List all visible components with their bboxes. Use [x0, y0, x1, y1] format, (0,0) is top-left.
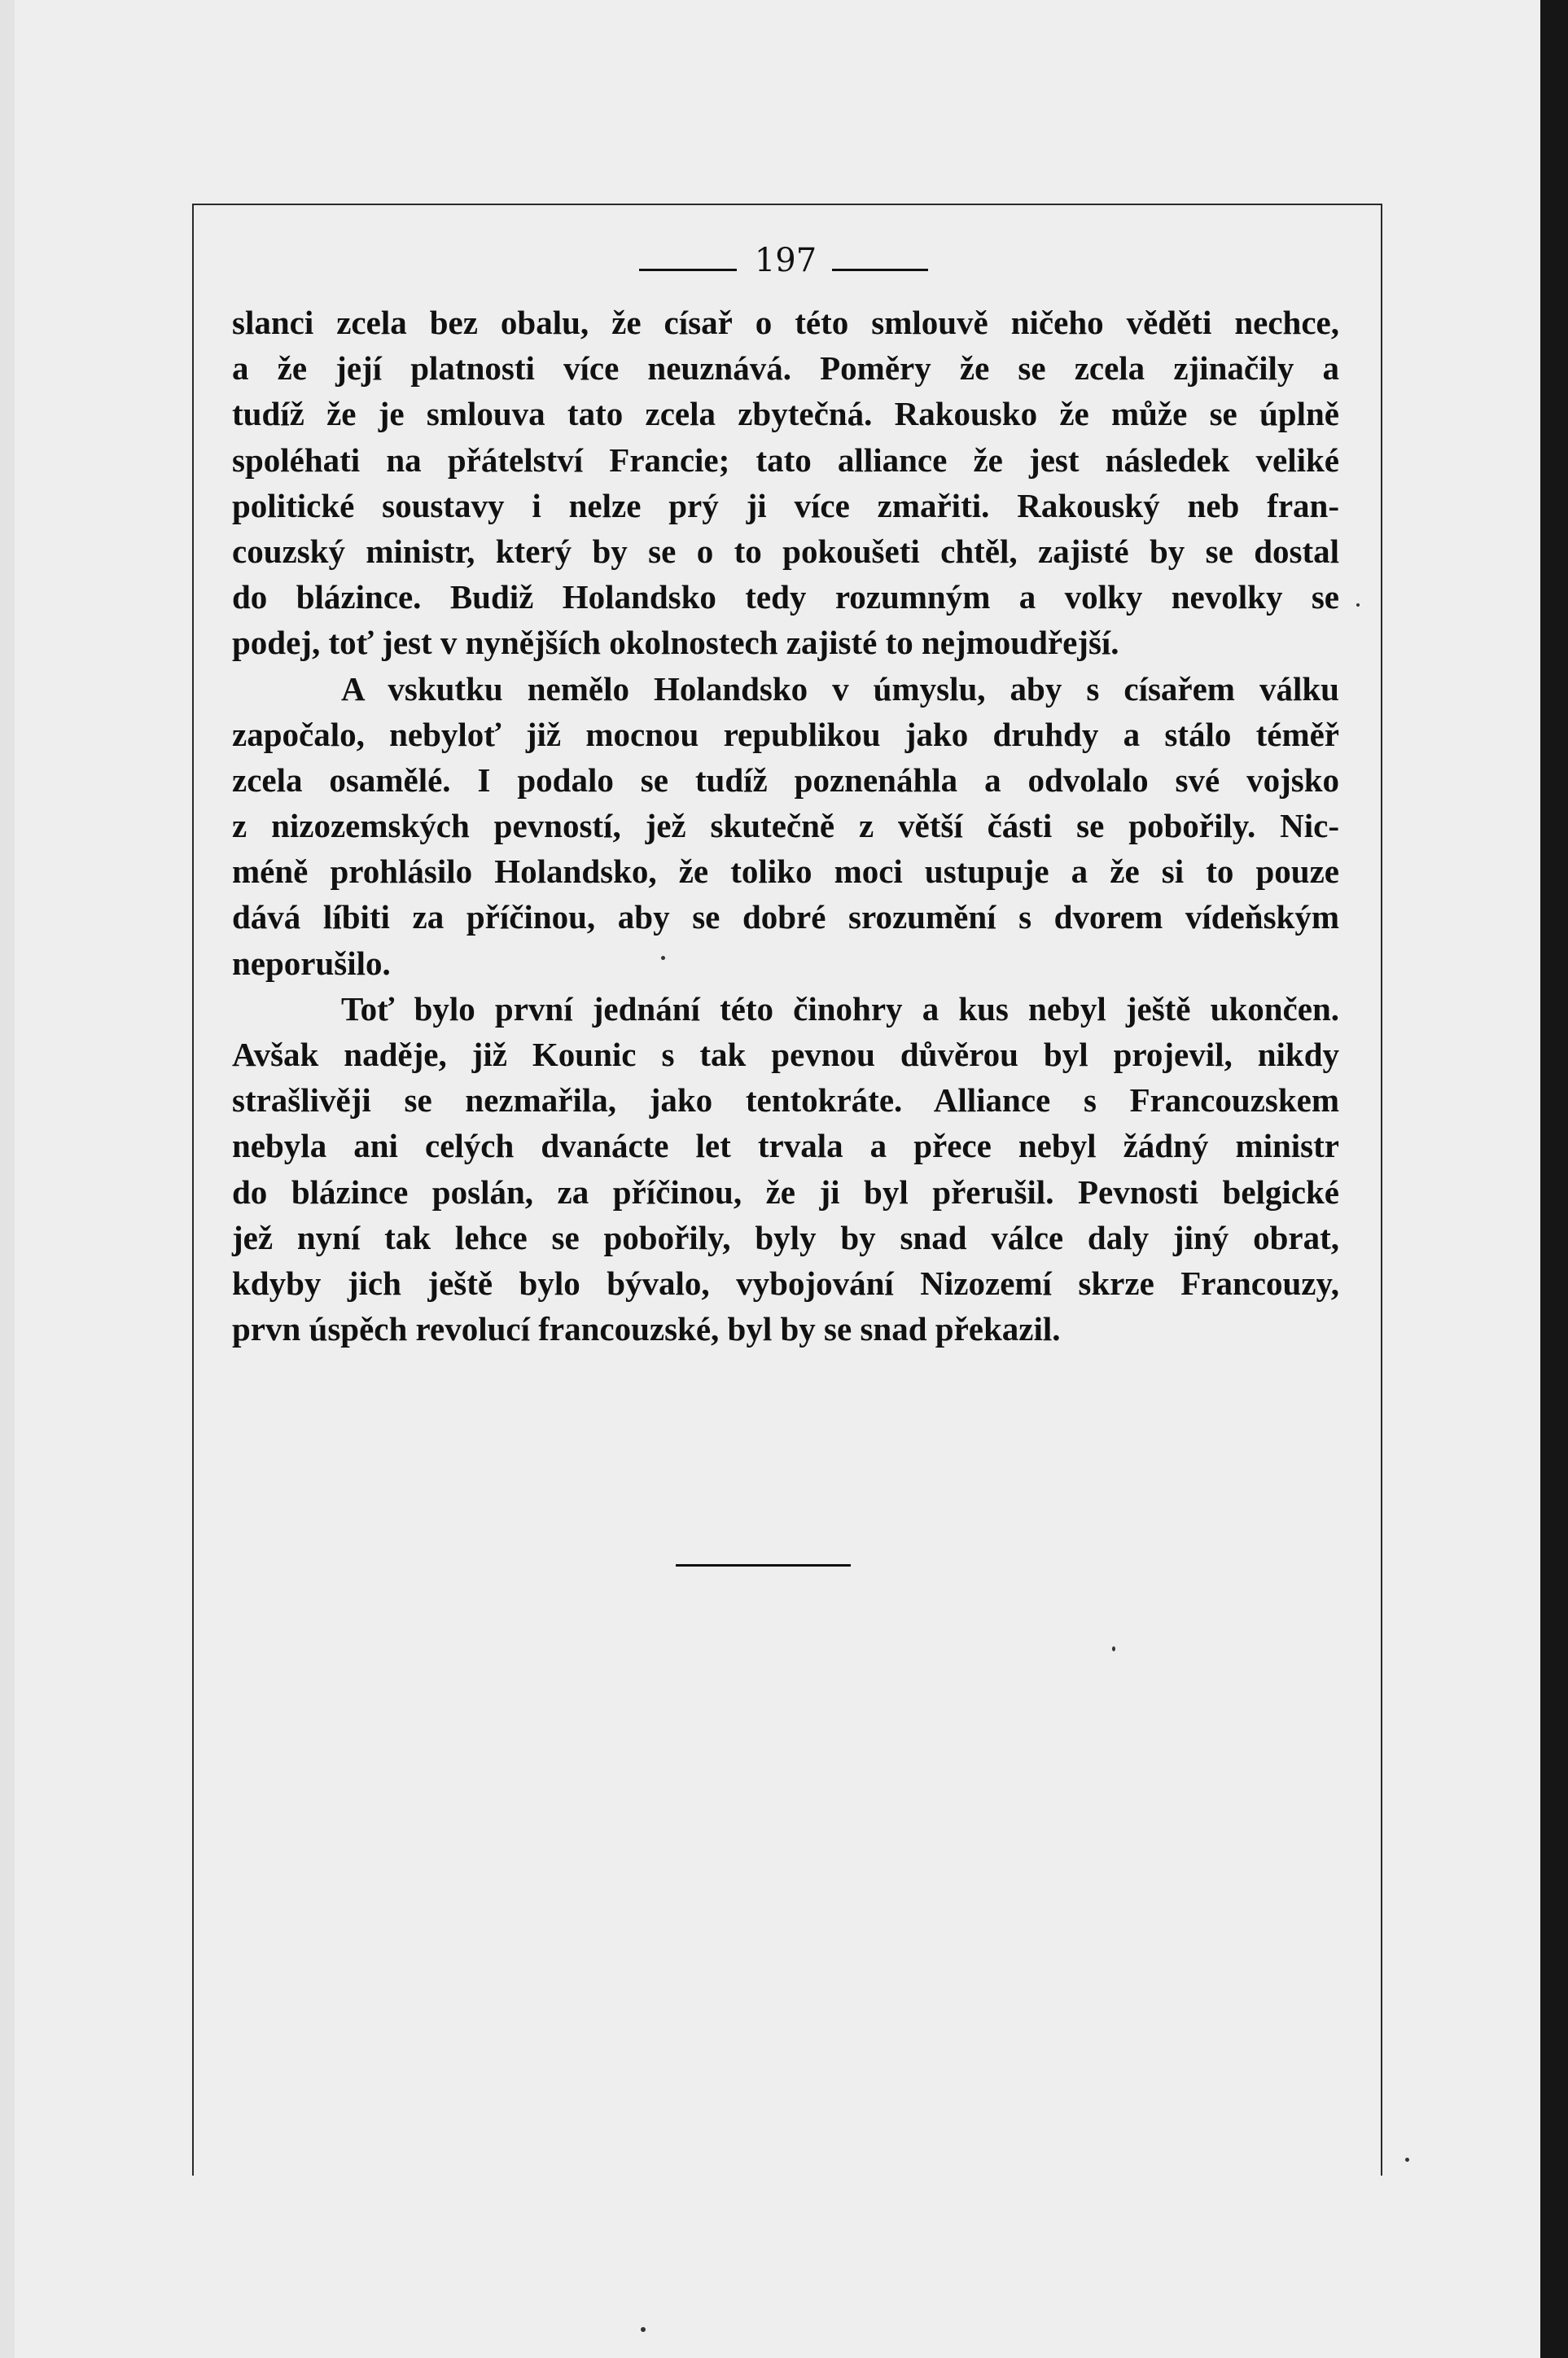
text-line: A vskutku nemělo Holandsko v úmyslu, aby s císařem válku [341, 669, 1339, 708]
text-line: prvn úspěch revolucí francouzské, byl by se snad překazil. [232, 1310, 1061, 1348]
end-rule [676, 1564, 851, 1567]
text-line: couzský ministr, který by se o to pokoušeti chtěl, zajisté by se dostal [232, 532, 1339, 570]
text-line: dává líbiti za příčinou, aby se dobré srozumění s dvorem vídeňským [232, 898, 1339, 936]
page-number: 197 [754, 242, 817, 279]
text-line: do blázince poslán, za příčinou, že ji byl přerušil. Pevnosti belgické [232, 1172, 1339, 1211]
text-line: a že její platnosti více neuznává. Poměry že se zcela zjinačily a [232, 349, 1339, 388]
scan-speck [1356, 603, 1360, 607]
body-text [232, 300, 1339, 1352]
text-line: z nizozemských pevností, jež skutečně z větší části se pobořily. Nic- [232, 807, 1339, 845]
text-line: započalo, nebyloť již mocnou republikou jako druhdy a stálo téměř [232, 715, 1339, 753]
text-line: zcela osamělé. I podalo se tudíž poznenáhla a odvolalo své vojsko [232, 760, 1339, 799]
text-line: do blázince. Budiž Holandsko tedy rozumným a volky nevolky se [232, 578, 1339, 616]
text-line: nebyla ani celých dvanácte let trvala a přece nebyl žádný ministr [232, 1127, 1339, 1165]
text-line: slanci zcela bez obalu, že císař o této smlouvě ničeho věděti nechce, [232, 304, 1339, 341]
page-header [0, 236, 1568, 285]
scan-dark-edge [1540, 0, 1568, 2358]
text-line: tudíž že je smlouva tato zcela zbytečná. Rakousko že může se úplně [232, 395, 1339, 433]
page-left-shade [0, 0, 15, 2358]
text-line: strašlivěji se nezmařila, jako tentokráte. Alliance s Francouzskem [232, 1081, 1339, 1120]
text-line: kdyby jich ještě bylo bývalo, vybojování Nizozemí skrze Francouzy, [232, 1264, 1339, 1302]
header-dash-left [639, 269, 737, 271]
text-line: méně prohlásilo Holandsko, že toliko moci ustupuje a že si to pouze [232, 852, 1339, 891]
text-line: Avšak naděje, již Kounic s tak pevnou důvěrou byl projevil, nikdy [232, 1036, 1339, 1073]
scan-speck [1112, 1646, 1115, 1651]
header-dash-right [832, 269, 928, 271]
scan-speck [641, 2327, 646, 2332]
text-line: podej, toť jest v nynějších okolnostech zajisté to nejmoudřejší. [232, 624, 1119, 662]
text-line: jež nyní tak lehce se pobořily, byly by snad válce daly jiný obrat, [232, 1218, 1339, 1256]
text-line: Toť bylo první jednání této činohry a kus nebyl ještě ukončen. [341, 989, 1339, 1028]
text-line: spoléhati na přátelství Francie; tato alliance že jest následek veliké [232, 440, 1339, 479]
text-line: neporušilo. [232, 944, 391, 982]
scan-speck [1405, 2158, 1409, 2162]
text-line: politické soustavy i nelze prý ji více zmařiti. Rakouský neb fran- [232, 486, 1339, 524]
scan-speck [661, 956, 665, 960]
